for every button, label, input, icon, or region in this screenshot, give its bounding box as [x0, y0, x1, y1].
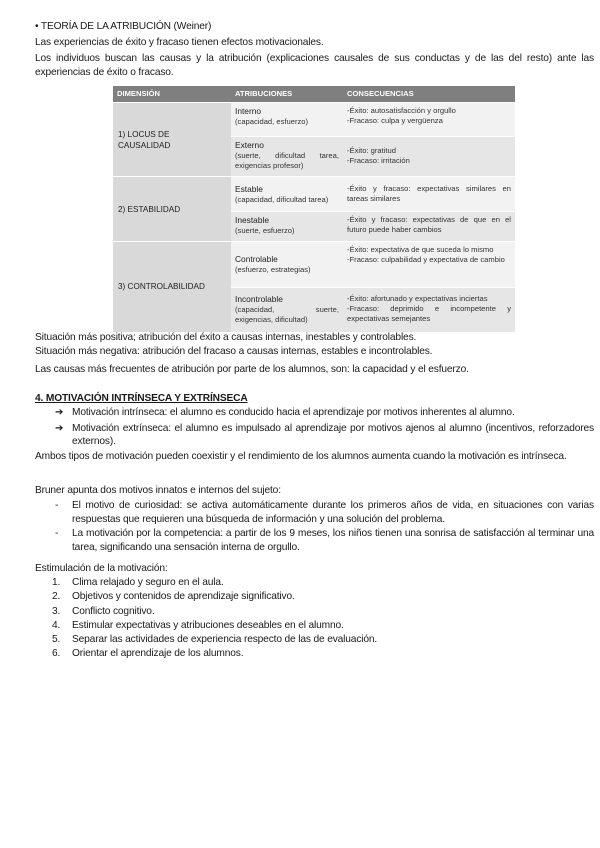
attribution-cell: [231, 242, 343, 288]
paragraph: Situación más positiva; atribución del éxito a causas internas, inestables y controlables.: [35, 332, 417, 343]
list-item: [55, 422, 594, 449]
section-heading-motivation: 4. MOTIVACIÓN INTRÍNSECA Y EXTRÍNSECA: [35, 393, 248, 404]
consequence-cell: [343, 288, 515, 332]
attribution-cell: [231, 212, 343, 242]
list-item: [52, 619, 377, 633]
attribution-label: Interno: [235, 106, 262, 116]
attribution-cell: [231, 137, 343, 177]
dimension-cell: [113, 103, 231, 177]
table-header-cell: ATRIBUCIONES: [231, 86, 343, 103]
dash-marker: -: [55, 500, 59, 511]
paragraph: Los individuos buscan las causas y la atribución (explicaciones causales de sus conductas y de las del resto) ante las experiencias de éxito o fracaso.: [35, 53, 594, 78]
list-item: [52, 633, 377, 647]
table-header-row: [113, 86, 515, 103]
attribution-cell: [231, 177, 343, 212]
dimension-cell: 2) ESTABILIDAD: [113, 177, 231, 242]
list-item-text: Motivación intrínseca: el alumno es conducido hacia el aprendizaje por motivos inherentes al alumno.: [72, 407, 515, 418]
attribution-detail: (suerte, dificultad tarea, exigencias profesor): [235, 151, 339, 170]
consequence-cell: [343, 212, 515, 242]
table-header-cell: DIMENSIÓN: [113, 86, 231, 103]
list-item: [52, 590, 377, 604]
paragraph: Bruner apunta dos motivos innatos e internos del sujeto:: [35, 485, 281, 496]
list-item-text: Objetivos y contenidos de aprendizaje significativo.: [72, 591, 295, 603]
dash-marker: -: [55, 528, 59, 539]
attribution-cell: [231, 288, 343, 332]
consequence-line: -Fracaso: irritación: [347, 156, 410, 165]
list-item: [52, 576, 377, 590]
attribution-detail: (esfuerzo, estrategias): [235, 265, 311, 274]
consequence-line: -Éxito: afortunado y expectativas inciertas: [347, 294, 488, 303]
list-number: 3.: [52, 605, 61, 617]
numbered-list: [52, 576, 377, 662]
consequence-cell: [343, 242, 515, 288]
attribution-cell: [231, 103, 343, 137]
attribution-label: Externo: [235, 140, 264, 150]
consequence-line: -Éxito: gratitud: [347, 146, 396, 155]
list-item-text: Estimular expectativas y atribuciones deseables en el alumno.: [72, 619, 344, 631]
list-item-text: Motivación extrínseca: el alumno es impulsado al aprendizaje por motivos ajenos al alumno (incentivos, reforzadores externos).: [72, 422, 594, 447]
consequence-cell: [343, 103, 515, 137]
list-item: [52, 605, 377, 619]
list-item-text: El motivo de curiosidad: se activa automáticamente durante los primeros años de vida, en situaciones con varias respuestas que requieren una búsqueda de información y una solución del problema.: [72, 500, 594, 525]
consequence-line: -Éxito y fracaso: expectativas similares en tareas similares: [347, 184, 511, 203]
consequence-line: -Éxito y fracaso: expectativas de que en el futuro puede haber cambios: [347, 215, 511, 234]
attribution-label: Incontrolable: [235, 294, 283, 304]
section-heading-attribution: • TEORÍA DE LA ATRIBUCIÓN (Weiner): [35, 21, 212, 32]
list-number: 2.: [52, 591, 61, 603]
consequence-line: -Éxito: expectativa de que suceda lo mismo: [347, 245, 494, 254]
paragraph: Estimulación de la motivación:: [35, 563, 168, 574]
dimension-label: 1) LOCUS DE CAUSALIDAD: [118, 129, 171, 150]
attribution-label: Estable: [235, 184, 263, 194]
paragraph: Las causas más frecuentes de atribución por parte de los alumnos, son: la capacidad y el esfuerzo.: [35, 364, 469, 375]
consequence-cell: [343, 137, 515, 177]
table-header-cell: CONSECUENCIAS: [343, 86, 515, 103]
list-item-text: La motivación por la competencia: a partir de los 9 meses, los niños tienen una sonrisa de satisfacción al terminar una tarea, significando una sensación interna de orgullo.: [72, 528, 594, 553]
list-item-text: Conflicto cognitivo.: [72, 605, 155, 617]
arrow-list: [55, 406, 594, 449]
list-item-text: Clima relajado y seguro en el aula.: [72, 577, 224, 588]
table-row: [113, 242, 515, 288]
consequence-line: -Fracaso: deprimido e incompetente y expectativas semejantes: [347, 304, 511, 323]
table-row: [113, 103, 515, 137]
attribution-detail: (suerte, esfuerzo): [235, 226, 295, 235]
attribution-table: [113, 86, 515, 332]
list-number: 4.: [52, 619, 61, 631]
dimension-cell: 3) CONTROLABILIDAD: [113, 242, 231, 332]
list-number: 1.: [52, 577, 61, 588]
arrow-icon: ➔: [55, 422, 64, 434]
list-item: [52, 647, 377, 661]
list-item: [55, 527, 594, 554]
paragraph: Ambos tipos de motivación pueden coexistir y el rendimiento de los alumnos aumenta cuando la motivación es intrínseca.: [35, 451, 567, 462]
consequence-cell: [343, 177, 515, 212]
attribution-label: Controlable: [235, 254, 278, 264]
consequence-line: -Fracaso: culpabilidad y expectativa de cambio: [347, 255, 505, 264]
consequence-line: -Éxito: autosatisfacción y orgullo: [347, 106, 456, 115]
list-number: 6.: [52, 648, 61, 660]
list-item-text: Separar las actividades de experiencia respecto de las de evaluación.: [72, 634, 378, 646]
consequence-line: -Fracaso: culpa y vergüenza: [347, 116, 443, 125]
attribution-detail: (capacidad, esfuerzo): [235, 117, 309, 126]
list-item-text: Orientar el aprendizaje de los alumnos.: [72, 648, 244, 660]
paragraph: Situación más negativa: atribución del fracaso a causas internas, estables e incontrolables.: [35, 346, 433, 357]
attribution-label: Inestable: [235, 215, 269, 225]
attribution-detail: (capacidad, suerte, exigencias, dificultad): [235, 305, 339, 324]
list-item: [55, 499, 594, 526]
attribution-detail: (capacidad, dificultad tarea): [235, 195, 329, 204]
list-item: [55, 406, 594, 420]
dash-list: [55, 499, 594, 554]
table-row: [113, 177, 515, 212]
arrow-icon: ➔: [55, 407, 64, 418]
list-number: 5.: [52, 634, 61, 646]
paragraph: Las experiencias de éxito y fracaso tienen efectos motivacionales.: [35, 37, 324, 48]
